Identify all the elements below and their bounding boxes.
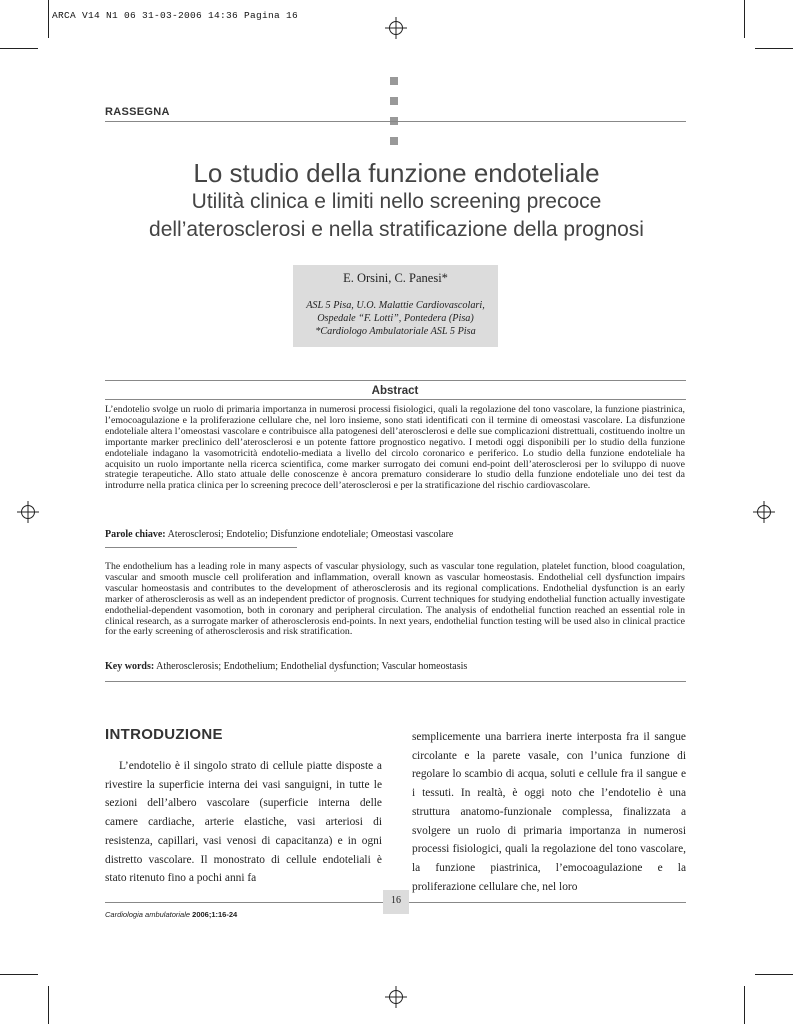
affiliation-line: Ospedale “F. Lotti”, Pontedera (Pisa) — [317, 313, 474, 324]
journal-volume: 2006;1:16-24 — [192, 910, 238, 919]
authors: E. Orsini, C. Panesi* — [343, 271, 448, 285]
abstract-italian: L’endotelio svolge un ruolo di primaria importanza in numerosi processi fisiologici, quali la regolazione del tono vascolare, la funzione piastrinica, l’emocoagulazione e la proliferazione cellulare che, nel loro insieme, sono stati identificati con il termine di omeostasi vascolare. La disfunzione endoteliale altera l’omeostasi vascolare e contribuisce alla patogenesi dell’aterosclerosi e delle sue complicazioni distrettuali, costituendo inoltre un importante marker preclinico dell’aterosclerosi e un potente fattore prognostico negativo. I metodi oggi disponibili per lo studio della funzione endoteliale indagano la vasomotricità endotelio-mediata a livello del circolo coronarico e periferico. Lo studio della funzione endoteliale ha acquisito un ruolo importante nella ricerca scientifica, come marker surrogato dei comuni end-point dell’aterosclerosi per lo sviluppo di nuove strategie terapeutiche. Allo stato attuale delle conoscenze è ancora prematuro considerare lo studio della funzione endoteliale uno dei test da introdurre nella pratica clinica per lo screening precoce dell’aterosclerosi e per la stratificazione del rischio cardiovascolare. — [105, 404, 685, 492]
registration-mark-left-icon — [17, 501, 39, 523]
subtitle-line: Utilità clinica e limiti nello screening precoce — [191, 190, 602, 213]
page-number: 16 — [391, 895, 401, 906]
intro-column-left: L’endotelio è il singolo strato di cellule piatte disposte a rivestire la superficie interna dei vasi sanguigni, in tutte le sezioni dell’albero vascolare (superficie interna delle camere cardiache, arterie elastiche, vasi arteriosi di resistenza, capillari, vasi venosi di capacitanza) e in ogni distretto vascolare. Il monostrato di cellule endoteliali è stato ritenuto fino a pochi anni fa — [105, 760, 382, 885]
affiliation-line: ASL 5 Pisa, U.O. Malattie Cardiovascolari, — [306, 300, 485, 311]
abstract-english: The endothelium has a leading role in many aspects of vascular physiology, such as vascular tone regulation, platelet function, blood coagulation, vascular and smooth muscle cell proliferation and inflammation, overall known as vascular homeostasis. Endothelial cell dysfunction impairs vascular homeostasis and contributes to the development of atherosclerosis and its regional complications. Endothelial dysfunction is an early marker of atherosclerosis as well as an independent predictor of prognosis. Current techniques for studying endothelial function actually investigate endothelial-dependent vasomotion, both in coronary and peripheral circulation. The analysis of endothelial function reached an essential role in clinical research, as a surrogate marker of atherosclerosis end-points. In next years, endothelial function testing will be used also in clinical practice for the early screening of atherosclerosis and risk stratification. — [105, 561, 685, 638]
registration-mark-top-icon — [385, 17, 407, 39]
intro-heading: INTRODUZIONE — [105, 726, 223, 743]
registration-mark-right-icon — [753, 501, 775, 523]
abstract-heading-rule — [105, 399, 686, 400]
keywords-italian-list: Aterosclerosi; Endotelio; Disfunzione endoteliale; Omeostasi vascolare — [167, 529, 454, 540]
affiliations — [293, 299, 498, 338]
keywords-english-label: Key words: — [105, 661, 155, 672]
keywords-italian — [105, 529, 685, 540]
decorative-square — [390, 137, 398, 145]
article-subtitle — [60, 188, 733, 244]
crop-mark-bottom-right-h — [755, 974, 793, 975]
registration-mark-bottom-icon — [385, 986, 407, 1008]
affiliation-line: *Cardiologo Ambulatoriale ASL 5 Pisa — [315, 326, 476, 337]
keywords-short-rule — [105, 547, 297, 548]
print-slug: ARCA V14 N1 06 31-03-2006 14:36 Pagina 16 — [52, 10, 299, 21]
journal-citation — [105, 910, 237, 919]
subtitle-line: dell’aterosclerosi e nella stratificazione della prognosi — [149, 218, 644, 241]
article-title: Lo studio della funzione endoteliale — [193, 158, 600, 188]
keywords-english — [105, 661, 685, 672]
header-rule — [105, 121, 686, 122]
decorative-square — [390, 77, 398, 85]
journal-name: Cardiologia ambulatoriale — [105, 910, 191, 919]
crop-mark-bottom-left-v — [48, 986, 49, 1024]
crop-mark-top-right-v — [744, 0, 745, 38]
crop-mark-top-right-h — [755, 48, 793, 49]
abstract-top-rule — [105, 380, 686, 381]
keywords-italian-label: Parole chiave: — [105, 529, 166, 540]
decorative-square — [390, 97, 398, 105]
crop-mark-bottom-left-h — [0, 974, 38, 975]
section-label: RASSEGNA — [105, 106, 170, 118]
abstract-heading: Abstract — [371, 385, 419, 397]
intro-column-right: semplicemente una barriera inerte interposta fra il sangue circolante e la parete vasale, con l’unica funzione di regolare lo scambio di acqua, soluti e cellule fra il sangue e i tessuti. In realtà, è oggi noto che l’endotelio è una struttura anatomo-funzionale complessa, finalizzata a svolgere un ruolo di primaria importanza in numerosi processi fisiologici, quali la regolazione del tono vascolare, la funzione piastrinica, l’emocoagulazione e la proliferazione cellulare che, nel loro — [412, 731, 686, 893]
crop-mark-top-left-h — [0, 48, 38, 49]
crop-mark-bottom-right-v — [744, 986, 745, 1024]
keywords-english-list: Atherosclerosis; Endothelium; Endothelial dysfunction; Vascular homeostasis — [156, 661, 468, 672]
abstract-bottom-rule — [105, 681, 686, 682]
crop-mark-top-left-v — [48, 0, 49, 38]
